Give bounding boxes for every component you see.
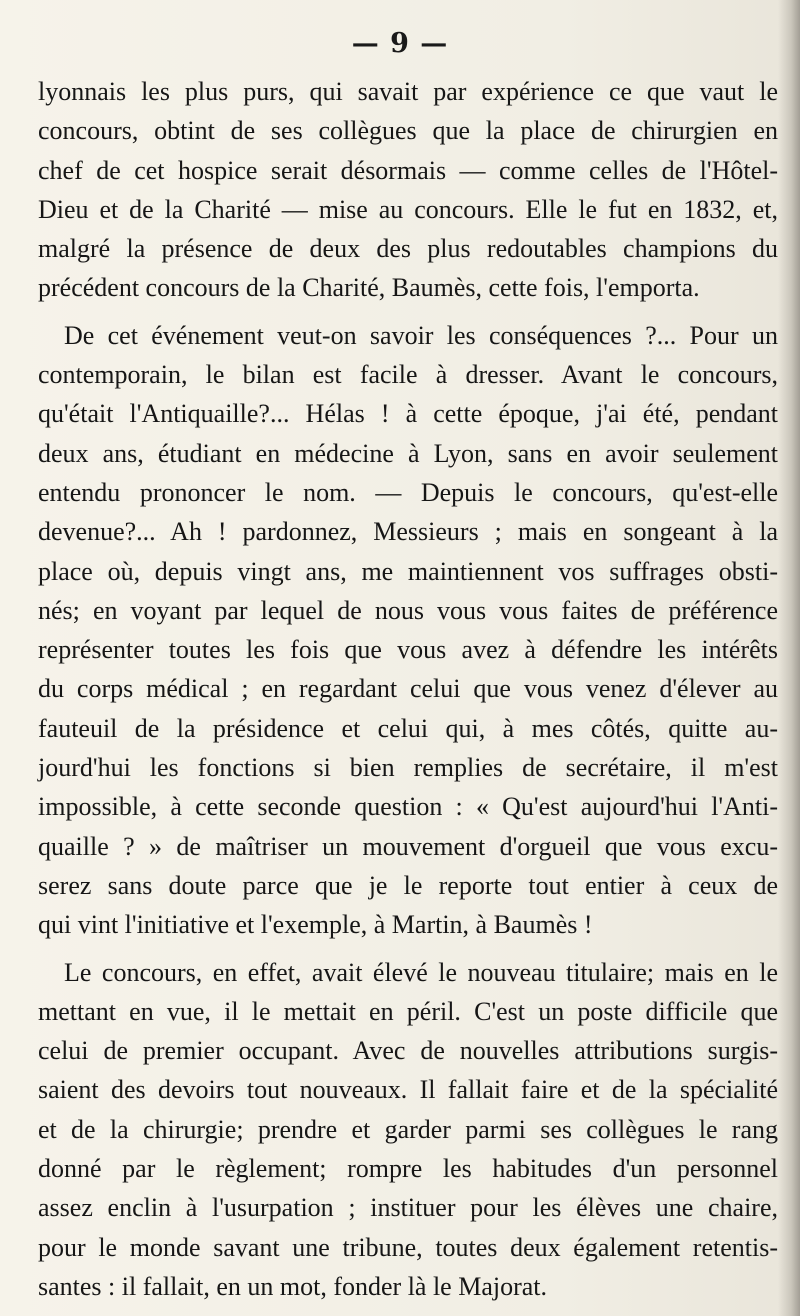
text-line: jourd'hui les fonctions si bien remplies de secrétaire, il m'est [38,753,778,783]
text-line: quaille ? » de maîtriser un mouvement d'orgueil que vous excu- [38,831,778,861]
paragraph-1 [38,72,778,308]
text-line: devenue?... Ah ! pardonnez, Messieurs ; mais en songeant à la [38,517,778,547]
body-text [38,72,778,1306]
text-line: assez enclin à l'usurpation ; instituer pour les élèves une chaire, [38,1193,778,1223]
text-line: fauteuil de la présidence et celui qui, à mes côtés, quitte au- [38,713,778,743]
text-line: concours, obtint de ses collègues que la place de chirurgien en [38,116,778,146]
page-number: — 9 — [351,28,449,59]
text-line: mettant en vue, il le mettait en péril. C'est un poste difficile que [38,996,778,1026]
text-line: malgré la présence de deux des plus redoutables champions du [38,234,778,264]
text-line: serez sans doute parce que je le reporte tout entier à ceux de [38,870,778,900]
text-line: représenter toutes les fois que vous avez à défendre les intérêts [38,635,778,665]
text-line: pour le monde savant une tribune, toutes deux également retentis- [38,1232,778,1262]
text-line: qui vint l'initiative et l'exemple, à Martin, à Baumès ! [38,910,593,940]
text-line: nés; en voyant par lequel de nous vous vous faites de préférence [38,595,778,625]
text-line: lyonnais les plus purs, qui savait par expérience ce que vaut le [38,77,778,106]
text-line: contemporain, le bilan est facile à dresser. Avant le concours, [38,360,778,390]
text-line: Dieu et de la Charité — mise au concours. Elle le fut en 1832, et, [38,194,778,224]
text-line: donné par le règlement; rompre les habitudes d'un personnel [38,1154,778,1184]
text-line: Le concours, en effet, avait élevé le nouveau titulaire; mais en le [64,957,778,987]
text-line: précédent concours de la Charité, Baumès, cette fois, l'emporta. [38,273,700,303]
paragraph-2 [38,316,778,945]
text-line: du corps médical ; en regardant celui que vous venez d'élever au [38,674,778,704]
text-line: celui de premier occupant. Avec de nouvelles attributions surgis- [38,1036,778,1066]
text-line: impossible, à cette seconde question : « Qu'est aujourd'hui l'Anti- [38,792,778,822]
text-line: place où, depuis vingt ans, me maintiennent vos suffrages obsti- [38,556,778,586]
text-line: saient des devoirs tout nouveaux. Il fallait faire et de la spécialité [38,1075,778,1105]
text-line: et de la chirurgie; prendre et garder parmi ses collègues le rang [38,1114,778,1144]
text-line: santes : il fallait, en un mot, fonder là le Majorat. [38,1271,548,1301]
text-line: deux ans, étudiant en médecine à Lyon, sans en avoir seulement [38,438,778,468]
text-line: qu'était l'Antiquaille?... Hélas ! à cette époque, j'ai été, pendant [38,399,778,429]
text-line: De cet événement veut-on savoir les conséquences ?... Pour un [64,320,778,350]
page-binding-shadow [778,0,800,1316]
text-line: chef de cet hospice serait désormais — comme celles de l'Hôtel- [38,155,778,185]
paragraph-3 [38,953,778,1307]
text-line: entendu prononcer le nom. — Depuis le concours, qu'est-elle [38,477,778,507]
